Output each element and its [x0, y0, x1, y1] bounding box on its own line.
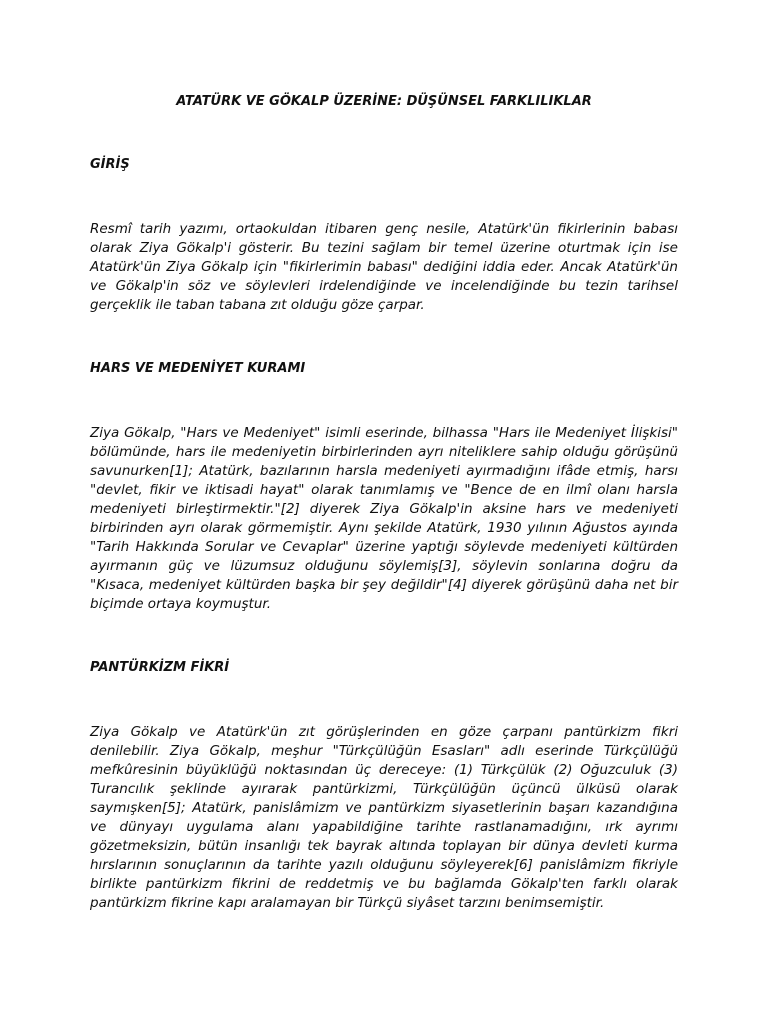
section-paragraph-panturkizm: Ziya Gökalp ve Atatürk'ün zıt görüşlerinden en göze çarpanı pantürkizm fikri denilebilir. Ziya Gökalp, meşhur "Türkçülüğün Esasları" adlı eserinde Türkçülüğü mefkûresinin büyüklüğü noktasından üç dereceye: (1) Türkçülük (2) Oğuzculuk (3) Turancılık şeklinde ayırarak pantürkizmi, Türkçülüğün üçüncü ülküsü olarak saymışken[5]; Atatürk, panislâmizm ve pantürkizm siyasetlerinin başarı kazandığına ve dünyayı uygulama alanı yapabildiğine tarihte rastlanamadığını, ırk ayrımı gözetmeksizin, bütün insanlığı tek bayrak altında toplayan bir dünya devleti kurma hırslarının sonuçlarının da tarihte yazılı olduğunu söyleyerek[6] panislâmizm fikriyle birlikte pantürkizm fikrini de reddetmiş ve bu bağlamda Gökalp'ten farklı olarak pantürkizm fikrine kapı aralamayan bir Türkçü siyâset tarzını benimsemiştir.: [90, 724, 678, 911]
section-paragraph-giris: Resmî tarih yazımı, ortaokuldan itibaren genç nesile, Atatürk'ün fikirlerinin babası olarak Ziya Gökalp'i gösterir. Bu tezini sağlam bir temel üzerine oturtmak için ise Atatürk'ün Ziya Gökalp için "fikirlerimin babası" dediğini iddia eder. Ancak Atatürk'ün ve Gökalp'in söz ve söylevleri irdelendiğinde ve incelendiğinde bu tezin tarihsel gerçeklik ile taban tabana zıt olduğu göze çarpar.: [90, 221, 678, 313]
document-title: ATATÜRK VE GÖKALP ÜZERİNE: DÜŞÜNSEL FARKLILIKLAR: [176, 94, 592, 109]
section-heading-panturkizm: PANTÜRKİZM FİKRİ: [90, 660, 230, 675]
section-heading-giris: GİRİŞ: [90, 157, 130, 172]
section-paragraph-hars-ve-medeniyet: Ziya Gökalp, "Hars ve Medeniyet" isimli eserinde, bilhassa "Hars ile Medeniyet İlişkisi" bölümünde, hars ile medeniyetin birbirlerinden ayrı niteliklere sahip olduğu görüşünü savunurken[1]; Atatürk, bazılarının harsla medeniyeti ayırmadığını ifâde etmiş, harsı "devlet, fikir ve iktisadi hayat" olarak tanımlamış ve "Bence de en ilmî olanı harsla medeniyeti birleştirmektir."[2] diyerek Ziya Gökalp'in aksine hars ve medeniyeti birbirinden ayrı olarak görmemiştir. Aynı şekilde Atatürk, 1930 yılının Ağustos ayında "Tarih Hakkında Sorular ve Cevaplar" üzerine yaptığı söylevde medeniyeti kültürden ayırmanın güç ve lüzumsuz olduğunu söylemiş[3], söylevin sonlarına doğru da "Kısaca, medeniyet kültürden başka bir şey değildir"[4] diyerek görüşünü daha net bir biçimde ortaya koymuştur.: [90, 425, 678, 612]
section-heading-hars-ve-medeniyet: HARS VE MEDENİYET KURAMI: [90, 361, 306, 376]
